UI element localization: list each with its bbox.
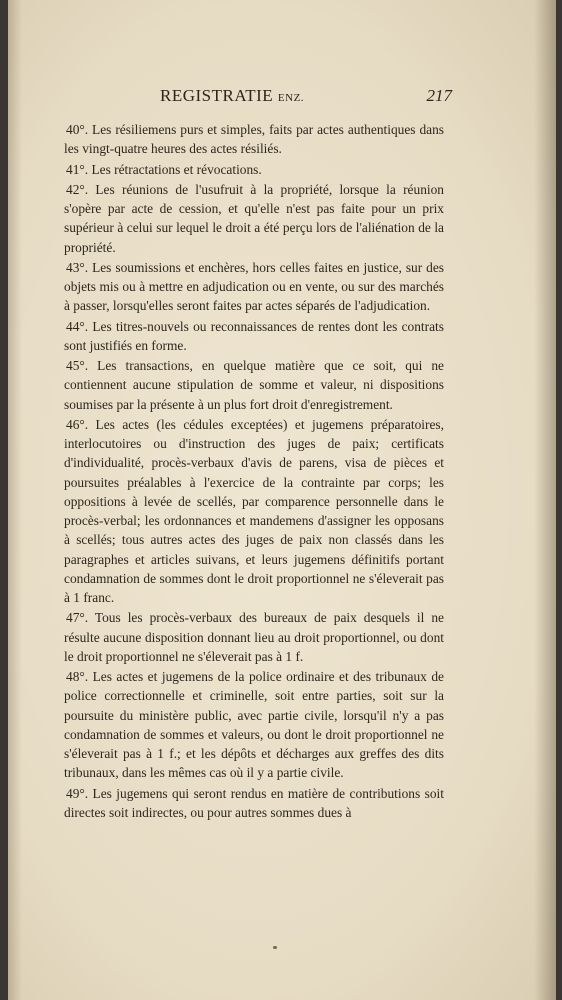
paragraph-number: 45°. xyxy=(66,358,89,373)
paragraph-number: 48°. xyxy=(66,669,89,684)
paragraph-number: 40°. xyxy=(66,122,89,137)
running-header xyxy=(60,86,450,110)
article-list xyxy=(64,120,444,823)
paragraph-number: 49°. xyxy=(66,785,89,801)
book-page xyxy=(8,0,556,1000)
paragraph-43 xyxy=(64,258,444,316)
running-title-abbrev: ENZ. xyxy=(277,92,305,104)
paragraph-49 xyxy=(64,784,444,823)
paragraph-text: Les actes (les cédules exceptées) et jugemens préparatoires, interlocutoires ou d'instruction des juges de paix; certificats d'individualité, procès-verbaux d'avis de parens, visa de pièces et poursuites préalables à l'exercice de la contrainte par corps; les oppositions à levée de scellés, par comparence personnelle dans le procès-verbal; les ordonnances et mandemens d'assigner les opposans à scellés; tous autres actes des juges de paix non classés dans les paragraphes et articles suivans, et leurs jugemens définitifs portant condamnation de sommes dont le droit proportionnel ne s'éleverait pas à 1 franc. xyxy=(64,416,444,605)
paragraph-number: 42°. xyxy=(66,181,89,197)
gutter-shadow xyxy=(8,0,22,1000)
paragraph-42 xyxy=(64,180,444,257)
paragraph-number: 43°. xyxy=(66,259,89,275)
paragraph-text: Les réunions de l'usufruit à la propriété, lorsque la réunion s'opère par acte de cession, et qu'elle n'est pas faite pour un prix supérieur à celui sur lequel le droit a été perçu lors de l'aliénation de la propriété. xyxy=(64,181,444,255)
page-edge-shadow xyxy=(534,0,556,1000)
paragraph-47 xyxy=(64,608,444,666)
paragraph-text: Les résiliemens purs et simples, faits par actes authentiques dans les vingt-quatre heures des actes résiliés. xyxy=(64,122,444,157)
paragraph-41 xyxy=(64,160,444,179)
paragraph-text: Les rétractations et révocations. xyxy=(91,161,262,177)
running-title xyxy=(160,86,304,106)
paragraph-45 xyxy=(64,356,444,414)
ink-speck xyxy=(273,946,277,949)
paragraph-text: Les transactions, en quelque matière que ce soit, qui ne contiennent aucune stipulation de somme et valeur, ni dispositions soumises par la présente à un plus fort droit d'enregistrement. xyxy=(64,358,444,412)
paragraph-number: 41°. xyxy=(66,161,89,177)
paragraph-44 xyxy=(64,317,444,356)
paragraph-text: Les jugemens qui seront rendus en matière de contributions soit directes soit indirectes, ou pour autres sommes dues à xyxy=(64,785,444,820)
paragraph-40 xyxy=(64,120,444,159)
paragraph-text: Les soumissions et enchères, hors celles faites en justice, sur des objets mis ou à mettre en adjudication ou en vente, ou sur des marchés à passer, lorsqu'elles seront faites par actes séparés de l'adjudication. xyxy=(64,259,444,314)
paragraph-48 xyxy=(64,667,444,783)
page-number: 217 xyxy=(426,86,452,105)
paragraph-46 xyxy=(64,415,444,608)
paragraph-number: 46°. xyxy=(66,416,89,432)
paragraph-text: Les actes et jugemens de la police ordinaire et des tribunaux de police correctionnelle et criminelle, soit entre parties, soit sur la poursuite du ministère public, avec partie civile, lorsqu'il n'y a pas condamnation de sommes et valeurs, ou dont le droit proportionnel ne s'éleverait pas à 1 f.; et les dépôts et décharges aux greffes des dits tribunaux, dans les mêmes cas où il y a partie civile. xyxy=(64,669,444,781)
paragraph-text: Tous les procès-verbaux des bureaux de paix desquels il ne résulte aucune disposition donnant lieu au droit proportionnel, ou dont le droit proportionnel ne s'éleverait pas à 1 f. xyxy=(64,610,444,664)
paragraph-number: 44°. xyxy=(66,318,89,334)
paragraph-number: 47°. xyxy=(66,610,89,626)
running-title-main: REGISTRATIE xyxy=(160,86,274,105)
paragraph-text: Les titres-nouvels ou reconnaissances de rentes dont les contrats sont justifiés en forme. xyxy=(64,318,444,353)
